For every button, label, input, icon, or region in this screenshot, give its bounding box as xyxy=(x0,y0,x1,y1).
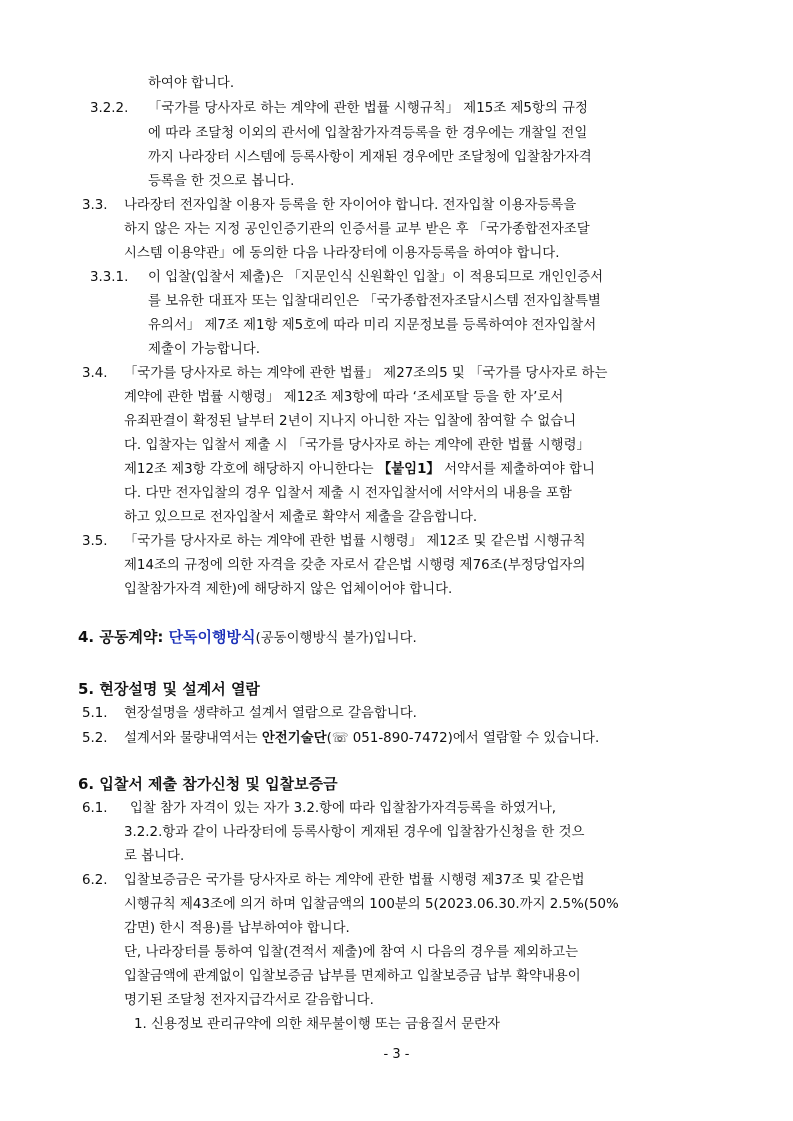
paragraph-line: 「국가를 당사자로 하는 계약에 관한 법률 시행규칙」 제15조 제5항의 규정 xyxy=(148,101,588,116)
page-number: - 3 - xyxy=(383,1047,410,1062)
clause-number: 3.2.2. xyxy=(90,101,129,116)
paragraph-line: 단, 나라장터를 통하여 입찰(견적서 제출)에 참여 시 다음의 경우를 제외하고는 xyxy=(124,945,579,960)
paragraph-line: 를 보유한 대표자 또는 입찰대리인은 「국가종합전자조달시스템 전자입찰특별 xyxy=(148,294,601,309)
paragraph-line: 등록을 한 것으로 봅니다. xyxy=(148,174,295,189)
heading-label: 4. 공동계약: xyxy=(78,628,164,646)
paragraph-line: 유죄판결이 확정된 날부터 2년이 지나지 아니한 자는 입찰에 참여할 수 없습니 xyxy=(124,414,577,429)
paragraph-line: 3.2.2.항과 같이 나라장터에 등록사항이 게재된 경우에 입찰참가신청을 한 것으 xyxy=(124,825,585,840)
paragraph-line: 이 입찰(입찰서 제출)은 「지문인식 신원확인 입찰」이 적용되므로 개인인증서 xyxy=(148,270,604,285)
text-run: 서약서를 제출하여야 합니 xyxy=(444,462,595,477)
list-item: 1. 신용정보 관리규약에 의한 채무불이행 또는 금융질서 문란자 xyxy=(134,1017,500,1032)
section-heading-6: 6. 입찰서 제출 참가신청 및 입찰보증금 xyxy=(78,775,338,793)
clause-number: 3.5. xyxy=(82,534,108,549)
paragraph-line: 제14조의 규정에 의한 자격을 갖춘 자로서 같은법 시행령 제76조(부정당업자의 xyxy=(124,558,586,573)
paragraph-line: 까지 나라장터 시스템에 등록사항이 게재된 경우에만 조달청에 입찰참가자격 xyxy=(148,150,592,165)
clause-number: 6.2. xyxy=(82,873,108,888)
paragraph-line: 나라장터 전자입찰 이용자 등록을 한 자이어야 합니다. 전자입찰 이용자등록을 xyxy=(124,198,577,213)
text-run: (공동이행방식 불가)입니다. xyxy=(255,631,417,646)
clause-number: 3.4. xyxy=(82,366,108,381)
clause-number: 5.1. xyxy=(82,706,108,721)
paragraph-line: 입찰 참가 자격이 있는 자가 3.2.항에 따라 입찰참가자격등록을 하였거나, xyxy=(130,801,557,816)
text-run: 에서 열람할 수 있습니다. xyxy=(452,731,600,746)
paragraph-line: 감면) 한시 적용)를 납부하여야 합니다. xyxy=(124,921,350,936)
clause-number: 5.2. xyxy=(82,731,108,746)
paragraph-line: 로 봅니다. xyxy=(124,849,185,864)
paragraph-line: 에 따라 조달청 이외의 관서에 입찰참가자격등록을 한 경우에는 개찰일 전일 xyxy=(148,126,588,141)
paragraph-line: 유의서」 제7조 제1항 제5호에 따라 미리 지문정보를 등록하여야 전자입찰서 xyxy=(148,318,597,333)
paragraph-line: 「국가를 당사자로 하는 계약에 관한 법률」 제27조의5 및 「국가를 당사자로 하는 xyxy=(124,366,608,381)
paragraph-line: 하고 있으므로 전자입찰서 제출로 확약서 제출을 갈음합니다. xyxy=(124,510,478,525)
text-run: 제12조 제3항 각호에 해당하지 아니한다는 xyxy=(124,462,374,477)
clause-number: 6.1. xyxy=(82,801,108,816)
text-run: 설계서와 물량내역서는 xyxy=(124,731,258,746)
attachment-ref: 【붙임1】 xyxy=(377,462,440,477)
paragraph-line: 시행규칙 제43조에 의거 하며 입찰금액의 100분의 5(2023.06.30.까지 2.5%(50% xyxy=(124,897,619,912)
company-name: 안전기술단 xyxy=(261,731,327,746)
paragraph-line: 현장설명을 생략하고 설계서 열람으로 갈음합니다. xyxy=(124,706,417,721)
phone-number: (☏ 051-890-7472) xyxy=(326,731,453,746)
paragraph-line xyxy=(124,729,599,748)
section-heading-5: 5. 현장설명 및 설계서 열람 xyxy=(78,680,260,698)
paragraph-line: 입찰보증금은 국가를 당사자로 하는 계약에 관한 법률 시행령 제37조 및 같은법 xyxy=(124,873,585,888)
paragraph-line: 제출이 가능합니다. xyxy=(148,342,260,357)
paragraph-line: 시스템 이용약관」에 동의한 다음 나라장터에 이용자등록을 하여야 합니다. xyxy=(124,246,560,261)
paragraph-line: 하지 않은 자는 지정 공인인증기관의 인증서를 교부 받은 후 「국가종합전자조달 xyxy=(124,222,590,237)
paragraph-line: 다. 다만 전자입찰의 경우 입찰서 제출 시 전자입찰서에 서약서의 내용을 포함 xyxy=(124,486,572,501)
paragraph-line: 입찰금액에 관계없이 입찰보증금 납부를 면제하고 입찰보증금 납부 확약내용이 xyxy=(124,969,581,984)
section-heading-4 xyxy=(78,626,417,647)
highlight-text: 단독이행방식 xyxy=(168,628,256,646)
paragraph-line: 계약에 관한 법률 시행령」 제12조 제3항에 따라 ‘조세포탈 등을 한 자’로서 xyxy=(124,390,564,405)
paragraph-line: 명기된 조달청 전자지급각서로 갈음합니다. xyxy=(124,993,374,1008)
clause-number: 3.3.1. xyxy=(90,270,129,285)
paragraph-line xyxy=(124,460,595,479)
paragraph-line: 입찰참가자격 제한)에 해당하지 않은 업체이어야 합니다. xyxy=(124,582,453,597)
paragraph-line: 「국가를 당사자로 하는 계약에 관한 법률 시행령」 제12조 및 같은법 시행규칙 xyxy=(124,534,586,549)
paragraph-line: 하여야 합니다. xyxy=(148,76,235,91)
paragraph-line: 다. 입찰자는 입찰서 제출 시 「국가를 당사자로 하는 계약에 관한 법률 시행령」 xyxy=(124,438,590,453)
clause-number: 3.3. xyxy=(82,198,108,213)
